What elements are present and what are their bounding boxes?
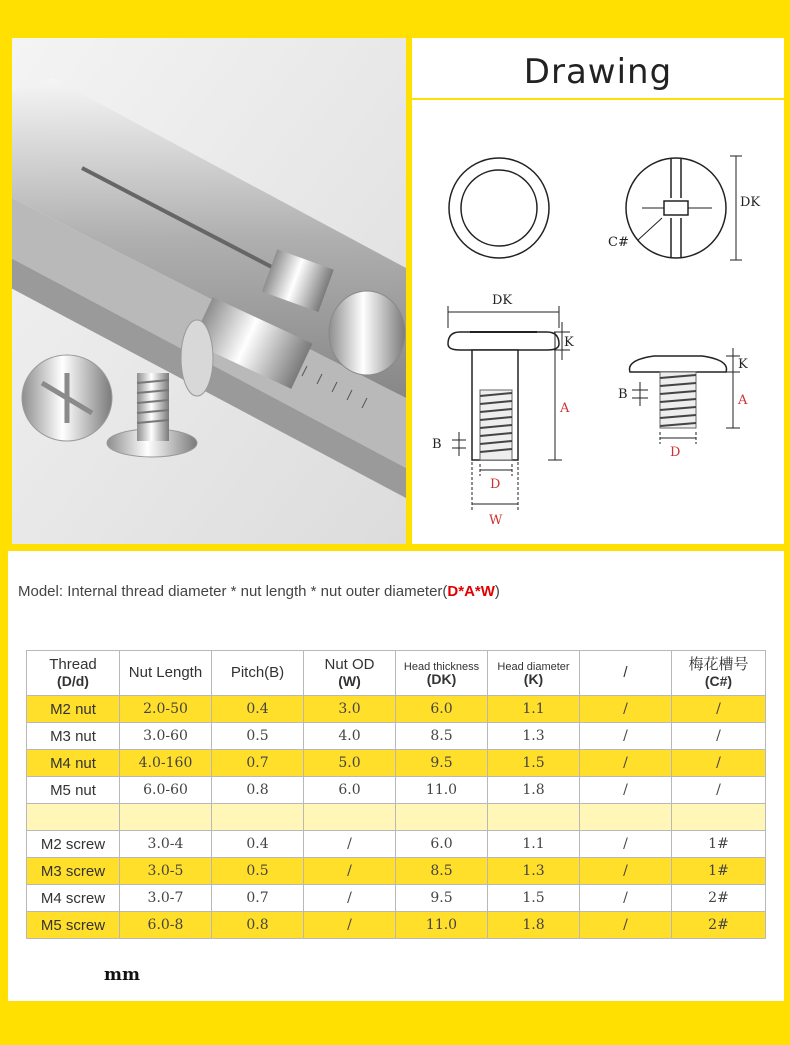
table-cell: 11.0 (396, 777, 488, 804)
table-cell: 6.0 (396, 696, 488, 723)
unit-label: mm (104, 965, 140, 985)
table-cell: 8.5 (396, 723, 488, 750)
nut-side-view (448, 306, 570, 510)
table-cell: / (580, 750, 672, 777)
frame-bottom (0, 1001, 790, 1045)
label-a-nut: A (560, 401, 570, 416)
header-nut-od: Nut OD (W) (304, 651, 396, 696)
table-cell: 2.0-50 (120, 696, 212, 723)
table-cell (304, 804, 396, 831)
table-cell: / (580, 723, 672, 750)
drawing-title: Drawing (523, 52, 673, 92)
table-cell: 6.0 (396, 831, 488, 858)
table-cell: 11.0 (396, 912, 488, 939)
table-cell: 0.5 (212, 723, 304, 750)
frame-middle-horizontal (0, 544, 790, 551)
label-c-slot: C# (608, 235, 629, 250)
nut-top-view (449, 158, 549, 258)
table-cell (212, 804, 304, 831)
table-row (27, 858, 766, 885)
label-b-nut: B (432, 437, 442, 452)
table-cell: / (580, 912, 672, 939)
table-cell: / (580, 831, 672, 858)
label-w-nut: W (489, 513, 503, 528)
table-cell: 2# (672, 912, 766, 939)
table-cell (672, 804, 766, 831)
table-cell: 1.1 (488, 696, 580, 723)
table-cell: / (304, 885, 396, 912)
table-cell: 1.3 (488, 723, 580, 750)
label-a-screw: A (738, 393, 748, 408)
table-cell: 1.3 (488, 858, 580, 885)
table-row (27, 804, 766, 831)
frame-top (0, 0, 790, 38)
table-cell: 0.7 (212, 750, 304, 777)
table-cell: 3.0-60 (120, 723, 212, 750)
table-cell (120, 804, 212, 831)
table-cell: 3.0-4 (120, 831, 212, 858)
table-cell: 0.7 (212, 885, 304, 912)
table-cell: 0.5 (212, 858, 304, 885)
table-cell-model: M2 screw (27, 831, 120, 858)
table-cell-model: M5 screw (27, 912, 120, 939)
table-cell (396, 804, 488, 831)
frame-right (784, 0, 790, 1045)
spec-section (8, 551, 784, 1001)
model-description (18, 583, 500, 600)
header-pitch: Pitch(B) (212, 651, 304, 696)
table-cell: 9.5 (396, 885, 488, 912)
table-cell: 1# (672, 858, 766, 885)
table-cell: 0.8 (212, 912, 304, 939)
table-cell: / (672, 750, 766, 777)
label-dk-top: DK (740, 195, 761, 210)
header-head-thickness: Head thickness (DK) (396, 651, 488, 696)
table-row (27, 885, 766, 912)
table-cell: 1# (672, 831, 766, 858)
table-row (27, 750, 766, 777)
table-cell: 9.5 (396, 750, 488, 777)
table-cell: / (580, 885, 672, 912)
header-nut-length: Nut Length (120, 651, 212, 696)
table-cell: 2# (672, 885, 766, 912)
table-cell: 0.4 (212, 831, 304, 858)
table-row (27, 912, 766, 939)
table-cell-model (27, 804, 120, 831)
spec-table (26, 650, 766, 939)
table-cell: / (580, 858, 672, 885)
label-k-nut: K (564, 335, 574, 350)
table-cell: / (304, 912, 396, 939)
table-cell: 0.4 (212, 696, 304, 723)
table-cell: 3.0 (304, 696, 396, 723)
table-cell-model: M4 screw (27, 885, 120, 912)
table-cell: / (580, 777, 672, 804)
product-photo (12, 38, 406, 544)
table-row (27, 696, 766, 723)
screw-side-view (630, 348, 741, 444)
table-cell-model: M4 nut (27, 750, 120, 777)
table-cell-model: M3 nut (27, 723, 120, 750)
table-row (27, 777, 766, 804)
table-cell: 1.8 (488, 777, 580, 804)
table-cell: 4.0 (304, 723, 396, 750)
table-cell: 1.8 (488, 912, 580, 939)
table-cell: / (304, 831, 396, 858)
table-cell: 3.0-7 (120, 885, 212, 912)
table-row (27, 831, 766, 858)
drawing-panel (412, 38, 784, 544)
technical-drawing (412, 100, 784, 540)
label-d-nut: D (490, 477, 501, 492)
table-cell-model: M3 screw (27, 858, 120, 885)
table-cell: 1.5 (488, 885, 580, 912)
header-slot-number: 梅花槽号 (C#) (672, 651, 766, 696)
caliper-and-screws-illustration (12, 38, 406, 544)
table-cell (580, 804, 672, 831)
table-header-row (27, 651, 766, 696)
table-cell: 6.0-8 (120, 912, 212, 939)
table-cell-model: M2 nut (27, 696, 120, 723)
header-head-diameter: Head diameter (K) (488, 651, 580, 696)
model-suffix: ) (494, 583, 500, 600)
model-prefix: Model: Internal thread diameter * nut length * nut outer diameter( (18, 583, 448, 600)
label-d-screw: D (670, 445, 681, 460)
header-slash: / (580, 651, 672, 696)
table-cell: / (672, 777, 766, 804)
table-cell: 1.5 (488, 750, 580, 777)
table-cell: / (672, 696, 766, 723)
header-thread: Thread (D/d) (27, 651, 120, 696)
screw-top-view (626, 158, 726, 258)
table-cell: / (580, 696, 672, 723)
table-cell: 1.1 (488, 831, 580, 858)
table-cell: 5.0 (304, 750, 396, 777)
table-cell: / (672, 723, 766, 750)
table-cell: 8.5 (396, 858, 488, 885)
label-b-screw: B (618, 387, 628, 402)
table-cell (488, 804, 580, 831)
table-cell: 0.8 (212, 777, 304, 804)
table-cell: / (304, 858, 396, 885)
table-cell: 6.0-60 (120, 777, 212, 804)
table-cell: 3.0-5 (120, 858, 212, 885)
table-cell: 6.0 (304, 777, 396, 804)
model-highlight: D*A*W (447, 583, 495, 600)
table-cell-model: M5 nut (27, 777, 120, 804)
table-row (27, 723, 766, 750)
label-dk-nut: DK (492, 293, 513, 308)
table-cell: 4.0-160 (120, 750, 212, 777)
label-k-screw: K (738, 357, 748, 372)
